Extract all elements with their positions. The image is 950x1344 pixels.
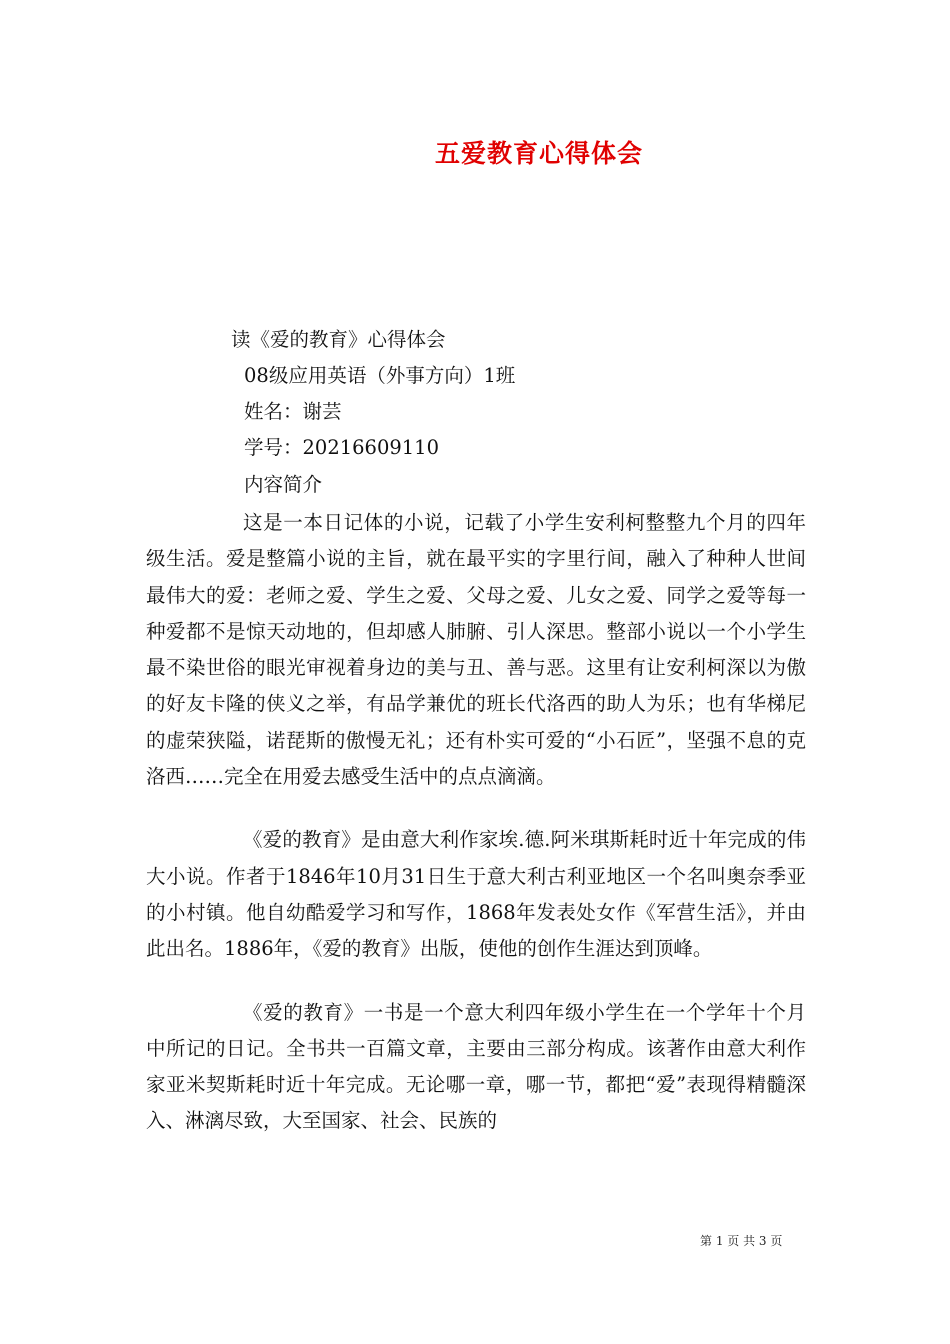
page-title: 五爱教育心得体会	[434, 139, 643, 168]
paragraph: 这是一本日记体的小说，记载了小学生安利柯整整九个月的四年级生活。爱是整篇小说的主旨，就在最平实的字里行间，融入了种种人世间最伟大的爱：老师之爱、学生之爱、父母之爱、儿女之爱、同学之爱等每一种爱都不是惊天动地的，但却感人肺腑、引人深思。整部小说以一个小学生最不染世俗的眼光审视着身边的美与丑、善与恶。这里有让安利柯深以为傲的好友卡隆的侠义之举，有品学兼优的班长代洛西的助人为乐；也有华梯尼的虚荣狭隘，诺琵斯的傲慢无礼；还有朴实可爱的“小石匠”，坚强不息的克洛西……完全在用爱去感受生活中的点点滴滴。	[146, 511, 806, 789]
name-line: 姓名：谢芸	[244, 400, 342, 423]
page-footer: 第 1 页 共 3 页	[700, 1234, 783, 1248]
paragraph: 《爱的教育》是由意大利作家埃.德.阿米琪斯耗时近十年完成的伟大小说。作者于1846年10月31日生于意大利古利亚地区一个名叫奥奈季亚的小村镇。他自幼酷爱学习和写作，1868年发表处女作《军营生活》，并由此出名。1886年，《爱的教育》出版，使他的创作生涯达到顶峰。	[146, 828, 806, 961]
class-line: 08级应用英语（外事方向）1班	[244, 364, 516, 387]
section-heading: 内容简介	[244, 473, 323, 496]
paragraph: 《爱的教育》一书是一个意大利四年级小学生在一个学年十个月中所记的日记。全书共一百篇文章，主要由三部分构成。该著作由意大利作家亚米契斯耗时近十年完成。无论哪一章，哪一节，都把“爱”表现得精髓深入、淋漓尽致，大至国家、社会、民族的	[146, 1000, 806, 1133]
body-text	[146, 505, 806, 1140]
subtitle: 读《爱的教育》心得体会	[231, 328, 446, 351]
student-id-line: 学号：20216609110	[244, 436, 439, 459]
